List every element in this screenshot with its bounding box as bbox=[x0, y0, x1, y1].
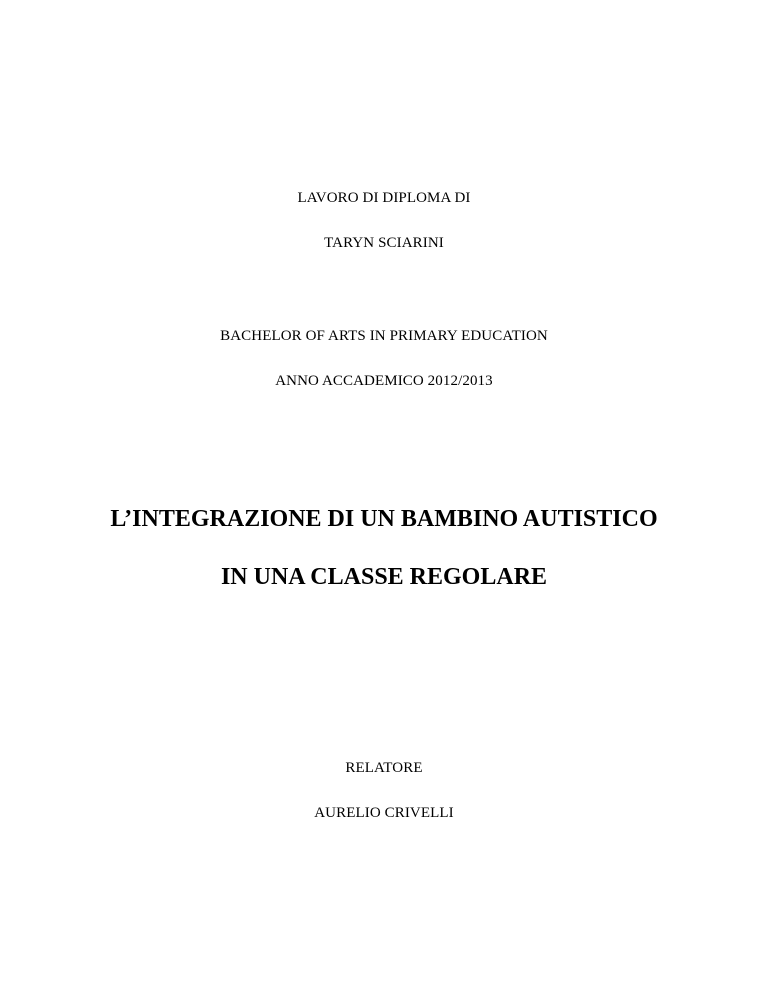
thesis-title-line-2: IN UNA CLASSE REGOLARE bbox=[220, 564, 548, 590]
academic-year: ANNO ACCADEMICO 2012/2013 bbox=[275, 373, 493, 389]
advisor-label: RELATORE bbox=[345, 760, 423, 776]
advisor-name: AURELIO CRIVELLI bbox=[314, 805, 454, 821]
diploma-work-label: LAVORO DI DIPLOMA DI bbox=[297, 190, 471, 206]
author-name: TARYN SCIARINI bbox=[324, 235, 444, 251]
thesis-title-line-1: L’INTEGRAZIONE DI UN BAMBINO AUTISTICO bbox=[110, 506, 658, 532]
degree-program: BACHELOR OF ARTS IN PRIMARY EDUCATION bbox=[220, 328, 548, 344]
